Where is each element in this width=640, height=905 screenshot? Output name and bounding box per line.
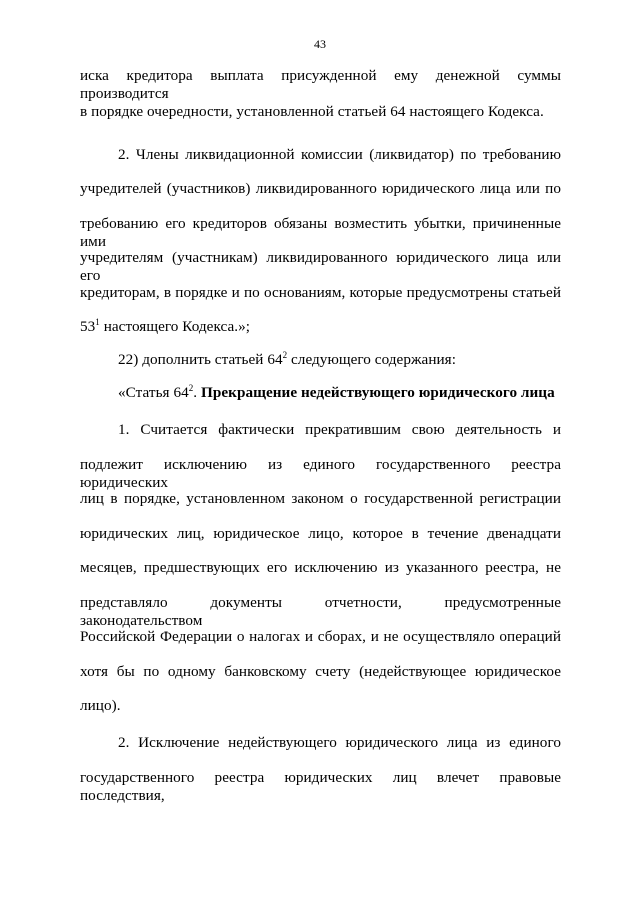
text-line: 1. Считается фактически прекратившим свою деятельность и xyxy=(118,421,561,438)
superscript: 1 xyxy=(95,316,100,327)
text-line: представляло документы отчетности, предусмотренные законодательством xyxy=(80,594,561,629)
text-line: в порядке очередности, установленной статьей 64 настоящего Кодекса. xyxy=(80,103,544,120)
text-line xyxy=(80,318,561,336)
article-title: Прекращение недействующего юридического лица xyxy=(201,384,555,401)
text-run: следующего содержания: xyxy=(287,351,456,368)
text-line: лицо). xyxy=(80,697,121,714)
text-line: юридических лиц, юридическое лицо, которое в течение двенадцати xyxy=(80,525,561,542)
text-line: учредителей (участников) ликвидированного юридического лица или по xyxy=(80,180,561,197)
text-line: 2. Исключение недействующего юридического лица из единого xyxy=(118,734,561,751)
article-heading xyxy=(118,384,561,402)
superscript: 2 xyxy=(282,349,288,360)
text-run: настоящего Кодекса.»; xyxy=(99,318,251,335)
text-line: 2. Члены ликвидационной комиссии (ликвидатор) по требованию xyxy=(118,146,561,163)
text-run: . xyxy=(193,384,201,401)
text-line: иска кредитора выплата присужденной ему денежной суммы производится xyxy=(80,67,561,102)
text-line: требованию его кредиторов обязаны возместить убытки, причиненные ими xyxy=(80,215,561,250)
text-line xyxy=(118,351,561,369)
text-line: учредителям (участникам) ликвидированного юридического лица или его xyxy=(80,249,561,284)
text-line: кредиторам, в порядке и по основаниям, которые предусмотрены статьей xyxy=(80,284,561,301)
text-run: «Статья 64 xyxy=(118,384,189,401)
text-line: лиц в порядке, установленном законом о государственной регистрации xyxy=(80,490,561,507)
superscript: 2 xyxy=(188,382,194,393)
text-run: 22) дополнить статьей 64 xyxy=(118,351,283,368)
text-line: Российской Федерации о налогах и сборах, и не осуществляло операций xyxy=(80,628,561,645)
text-line: хотя бы по одному банковскому счету (недействующее юридическое xyxy=(80,663,561,680)
text-run: 53 xyxy=(80,318,96,335)
page-number: 43 xyxy=(313,37,327,51)
text-line: месяцев, предшествующих его исключению из указанного реестра, не xyxy=(80,559,561,576)
text-line: государственного реестра юридических лиц влечет правовые последствия, xyxy=(80,769,561,804)
text-line: подлежит исключению из единого государственного реестра юридических xyxy=(80,456,561,491)
